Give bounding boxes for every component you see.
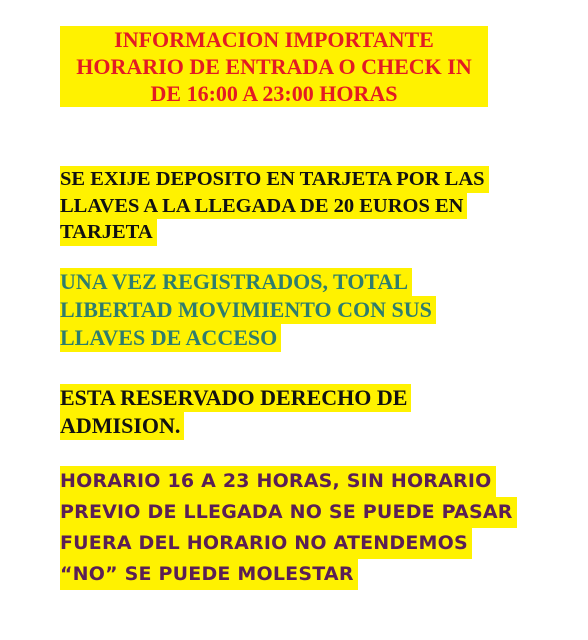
schedule-line-3: FUERA DEL HORARIO NO ATENDEMOS — [60, 528, 472, 559]
admission-line-2: ADMISION. — [60, 412, 184, 440]
deposit-line-2: LLAVES A LA LLEGADA DE 20 EUROS EN — [60, 193, 467, 220]
header-line-2: HORARIO DE ENTRADA O CHECK IN — [76, 54, 472, 79]
freedom-line-3: LLAVES DE ACCESO — [60, 324, 281, 352]
freedom-line-1: UNA VEZ REGISTRADOS, TOTAL — [60, 268, 412, 296]
schedule-line-4: “NO” SE PUEDE MOLESTAR — [60, 559, 358, 590]
admission-line-1: ESTA RESERVADO DERECHO DE — [60, 384, 411, 412]
freedom-line-2: LIBERTAD MOVIMIENTO CON SUS — [60, 296, 436, 324]
schedule-line-1: HORARIO 16 A 23 HORAS, SIN HORARIO — [60, 466, 496, 497]
important-info-header — [60, 26, 488, 107]
header-line-1: INFORMACION IMPORTANTE — [114, 27, 434, 52]
admission-notice — [60, 384, 411, 440]
deposit-notice — [60, 166, 489, 246]
freedom-notice — [60, 268, 436, 352]
header-line-3: DE 16:00 A 23:00 HORAS — [150, 81, 398, 106]
deposit-line-1: SE EXIJE DEPOSITO EN TARJETA POR LAS — [60, 166, 489, 193]
schedule-line-2: PREVIO DE LLEGADA NO SE PUEDE PASAR — [60, 497, 517, 528]
deposit-line-3: TARJETA — [60, 219, 157, 246]
schedule-notice — [60, 466, 517, 590]
header-highlight — [60, 26, 488, 107]
